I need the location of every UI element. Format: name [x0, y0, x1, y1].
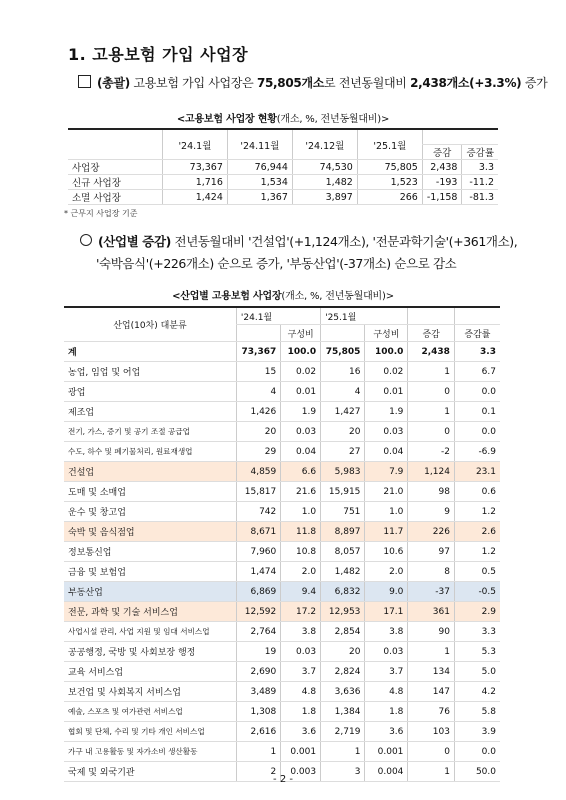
table-cell: 2,719 — [321, 722, 365, 742]
table1-header-cell: 증감률 — [462, 145, 498, 160]
table-cell: 97 — [408, 542, 455, 562]
table-cell: 73,367 — [236, 342, 280, 362]
page-number: - 2 - — [273, 774, 293, 785]
table-cell: 75,805 — [321, 342, 365, 362]
table-cell: 2,764 — [236, 622, 280, 642]
table-cell: 3,636 — [321, 682, 365, 702]
table-cell: 1.8 — [281, 702, 321, 722]
header-24: '24.1월 — [236, 307, 280, 325]
table-cell: 8,897 — [321, 522, 365, 542]
table-cell: 0.02 — [365, 362, 408, 382]
section2-lead: (산업별 증감) — [98, 234, 171, 249]
table1-header-cell: '24.12월 — [292, 129, 357, 160]
table-cell: 1,427 — [321, 402, 365, 422]
table1-header-cell: 증감 — [422, 145, 462, 160]
table-cell: 90 — [408, 622, 455, 642]
table1-caption-bold: <고용보험 사업장 현황 — [176, 114, 277, 125]
row-label: 신규 사업장 — [68, 175, 162, 190]
table-row — [68, 190, 498, 205]
table-row — [64, 602, 500, 622]
table-cell: 11.8 — [281, 522, 321, 542]
industry-label: 부동산업 — [64, 582, 236, 602]
table-cell: 7,960 — [236, 542, 280, 562]
table-cell: 1,367 — [227, 190, 292, 205]
table-cell: 0 — [408, 742, 455, 762]
table-cell: 16 — [321, 362, 365, 382]
industry-label: 금융 및 보험업 — [64, 562, 236, 582]
table-cell: 2.6 — [454, 522, 500, 542]
table1-header-cell: '24.11월 — [227, 129, 292, 160]
table-cell: 100.0 — [365, 342, 408, 362]
table-cell: -2 — [408, 442, 455, 462]
section2-line1 — [80, 232, 517, 250]
table-cell: 2.0 — [365, 562, 408, 582]
table-cell: 17.1 — [365, 602, 408, 622]
table-cell: 1 — [321, 742, 365, 762]
table-cell: 134 — [408, 662, 455, 682]
table-cell: 2,438 — [408, 342, 455, 362]
industry-label: 협회 및 단체, 수리 및 기타 개인 서비스업 — [64, 722, 236, 742]
table-cell: 5.3 — [454, 642, 500, 662]
table-cell: 19 — [236, 642, 280, 662]
table-cell: 0.0 — [454, 382, 500, 402]
table-cell: 8,057 — [321, 542, 365, 562]
header-blank — [408, 307, 455, 325]
table-cell: 3.6 — [281, 722, 321, 742]
table-cell: 3.3 — [454, 342, 500, 362]
summary-text2: 로 전년동월대비 — [324, 76, 407, 90]
table-cell: 3.8 — [281, 622, 321, 642]
table-cell: 4 — [321, 382, 365, 402]
row-label: 사업장 — [68, 160, 162, 175]
table-cell: 5,983 — [321, 462, 365, 482]
table-cell: 3,897 — [292, 190, 357, 205]
table-cell: 27 — [321, 442, 365, 462]
table-cell: 0.6 — [454, 482, 500, 502]
table-cell: 4.8 — [365, 682, 408, 702]
table-cell: 12,953 — [321, 602, 365, 622]
header-diff: 증감 — [408, 325, 455, 342]
table-cell: 0.02 — [281, 362, 321, 382]
industry-label: 운수 및 창고업 — [64, 502, 236, 522]
table-cell: 15,915 — [321, 482, 365, 502]
table-cell: 1,474 — [236, 562, 280, 582]
table1-caption — [0, 110, 566, 125]
table-cell: 0.04 — [281, 442, 321, 462]
table-cell: 0 — [408, 422, 455, 442]
table-row — [64, 482, 500, 502]
table-row — [64, 682, 500, 702]
industry-label: 정보통신업 — [64, 542, 236, 562]
table-cell: 100.0 — [281, 342, 321, 362]
table-cell: 0.003 — [281, 762, 321, 782]
table1-caption-rest: (개소, %, 전년동월대비)> — [276, 114, 390, 125]
table-cell: 2,616 — [236, 722, 280, 742]
table-cell: 0 — [408, 382, 455, 402]
table-cell: 23.1 — [454, 462, 500, 482]
table-row — [64, 582, 500, 602]
table-cell: 2.0 — [281, 562, 321, 582]
header-blank — [281, 307, 321, 325]
table-cell: -1,158 — [422, 190, 462, 205]
table-cell: 3,489 — [236, 682, 280, 702]
industry-label: 보건업 및 사회복지 서비스업 — [64, 682, 236, 702]
table1-note: * 근무지 사업장 기준 — [64, 209, 138, 218]
table-cell: 29 — [236, 442, 280, 462]
table-cell: 1,424 — [162, 190, 227, 205]
workplace-status-table — [68, 128, 498, 205]
section2-text1: 전년동월대비 '건설업'(+1,124개소), '전문과학기술'(+361개소), — [174, 234, 518, 249]
table-cell: 1.9 — [281, 402, 321, 422]
table-cell: 1,384 — [321, 702, 365, 722]
table-cell: 0.03 — [281, 642, 321, 662]
industry-label: 전문, 과학 및 기술 서비스업 — [64, 602, 236, 622]
section2-line2: '숙박음식'(+226개소) 순으로 증가, '부동산업'(-37개소) 순으로 감소 — [96, 256, 457, 271]
table-cell: 2,854 — [321, 622, 365, 642]
table1-header-blank — [422, 129, 498, 145]
summary-text3: 증가 — [524, 76, 548, 90]
table-row — [64, 422, 500, 442]
table-cell: 1,523 — [357, 175, 422, 190]
table2-caption — [0, 287, 566, 302]
table-cell: 0.03 — [365, 422, 408, 442]
table-cell: 0.03 — [365, 642, 408, 662]
table-cell: 1,308 — [236, 702, 280, 722]
table-cell: -81.3 — [462, 190, 498, 205]
table-cell: 0.0 — [454, 422, 500, 442]
table-cell: -11.2 — [462, 175, 498, 190]
table-row — [64, 622, 500, 642]
table-row — [64, 442, 500, 462]
table-cell: 1,534 — [227, 175, 292, 190]
header-blank — [365, 307, 408, 325]
industry-label: 광업 — [64, 382, 236, 402]
table-cell: 20 — [321, 422, 365, 442]
table-cell: 10.8 — [281, 542, 321, 562]
table-cell: 9.4 — [281, 582, 321, 602]
industry-label: 교육 서비스업 — [64, 662, 236, 682]
header-rate: 증감률 — [454, 325, 500, 342]
industry-label: 국제 및 외국기관 — [64, 762, 236, 782]
table-row — [64, 742, 500, 762]
table-row — [64, 502, 500, 522]
table-cell: 15 — [236, 362, 280, 382]
industry-label: 공공행정, 국방 및 사회보장 행정 — [64, 642, 236, 662]
table-cell: 9.0 — [365, 582, 408, 602]
table-cell: 76 — [408, 702, 455, 722]
industry-label: 농업, 임업 및 어업 — [64, 362, 236, 382]
table-cell: 0.03 — [281, 422, 321, 442]
table-cell: 1 — [408, 762, 455, 782]
table-cell: 1 — [408, 362, 455, 382]
summary-value2: 2,438개소(+3.3%) — [410, 76, 522, 90]
table1-header-cell: '24.1월 — [162, 129, 227, 160]
table2-caption-rest: (개소, %, 전년동월대비)> — [281, 291, 394, 302]
table-cell: 20 — [321, 642, 365, 662]
table-cell: 20 — [236, 422, 280, 442]
table-cell: 8 — [408, 562, 455, 582]
table-cell: 15,817 — [236, 482, 280, 502]
table-cell: -193 — [422, 175, 462, 190]
table-cell: 6.6 — [281, 462, 321, 482]
table-cell: 2 — [236, 762, 280, 782]
table-cell: 21.6 — [281, 482, 321, 502]
table-cell: 73,367 — [162, 160, 227, 175]
table-cell: 0.001 — [365, 742, 408, 762]
table-cell: 5.0 — [454, 662, 500, 682]
table-cell: 0.0 — [454, 742, 500, 762]
table-cell: 74,530 — [292, 160, 357, 175]
industry-label: 숙박 및 음식점업 — [64, 522, 236, 542]
table-row — [64, 702, 500, 722]
summary-value1: 75,805개소 — [256, 76, 325, 90]
table-cell: 2,438 — [422, 160, 462, 175]
table-cell: 1,426 — [236, 402, 280, 422]
table-cell: 0.1 — [454, 402, 500, 422]
table-cell: 3 — [321, 762, 365, 782]
table-cell: -6.9 — [454, 442, 500, 462]
table-cell: 266 — [357, 190, 422, 205]
table-cell: 17.2 — [281, 602, 321, 622]
table-cell: 1.2 — [454, 542, 500, 562]
table-cell: 1,482 — [292, 175, 357, 190]
table-cell: 2.9 — [454, 602, 500, 622]
table-cell: 1 — [408, 402, 455, 422]
table-cell: 11.7 — [365, 522, 408, 542]
table-cell: -0.5 — [454, 582, 500, 602]
table-cell: 98 — [408, 482, 455, 502]
table-cell: 7.9 — [365, 462, 408, 482]
header-share: 구성비 — [365, 325, 408, 342]
table-row — [64, 662, 500, 682]
table-cell: 0.01 — [281, 382, 321, 402]
table-cell: 1 — [236, 742, 280, 762]
table-cell: 3.7 — [365, 662, 408, 682]
table-cell: 3.3 — [462, 160, 498, 175]
table-cell: 2,690 — [236, 662, 280, 682]
table-cell: 1,716 — [162, 175, 227, 190]
industry-label: 제조업 — [64, 402, 236, 422]
table1-header-cell: '25.1월 — [357, 129, 422, 160]
table-row — [64, 642, 500, 662]
table-row — [64, 562, 500, 582]
table-cell: 4,859 — [236, 462, 280, 482]
header-share: 구성비 — [281, 325, 321, 342]
table-row — [64, 542, 500, 562]
table-cell: 3.8 — [365, 622, 408, 642]
header-blank — [236, 325, 280, 342]
table2-header-row — [64, 307, 500, 325]
table-cell: 1.8 — [365, 702, 408, 722]
section-title: 1. 고용보험 가입 사업장 — [68, 45, 249, 64]
table-cell: 0.001 — [281, 742, 321, 762]
header-25: '25.1월 — [321, 307, 365, 325]
industry-label: 사업시설 관리, 사업 지원 및 임대 서비스업 — [64, 622, 236, 642]
header-blank — [454, 307, 500, 325]
industry-label: 전기, 가스, 증기 및 공기 조절 공급업 — [64, 422, 236, 442]
checkbox-square-icon — [78, 75, 91, 88]
industry-label: 수도, 하수 및 폐기물처리, 원료재생업 — [64, 442, 236, 462]
industry-label: 계 — [64, 342, 236, 362]
header-blank — [321, 325, 365, 342]
table-cell: 147 — [408, 682, 455, 702]
table-cell: -37 — [408, 582, 455, 602]
table-cell: 103 — [408, 722, 455, 742]
summary-text1: 고용보험 가입 사업장은 — [133, 76, 254, 90]
table-cell: 2,824 — [321, 662, 365, 682]
industry-header: 산업(10차) 대분류 — [64, 307, 236, 342]
table-cell: 0.01 — [365, 382, 408, 402]
table-cell: 1 — [408, 642, 455, 662]
row-label: 소멸 사업장 — [68, 190, 162, 205]
table-cell: 4.2 — [454, 682, 500, 702]
table-row — [64, 522, 500, 542]
industry-label: 예술, 스포츠 및 여가관련 서비스업 — [64, 702, 236, 722]
table-cell: 1.0 — [281, 502, 321, 522]
table-row — [64, 362, 500, 382]
table-cell: 4 — [236, 382, 280, 402]
summary-line — [78, 74, 547, 91]
table-cell: 8,671 — [236, 522, 280, 542]
table-row — [68, 175, 498, 190]
table-cell: 50.0 — [454, 762, 500, 782]
table-cell: 1,124 — [408, 462, 455, 482]
table-cell: 9 — [408, 502, 455, 522]
table-cell: 76,944 — [227, 160, 292, 175]
table-cell: 0.004 — [365, 762, 408, 782]
industry-table — [64, 306, 500, 782]
table-row — [64, 382, 500, 402]
table1-header-row — [68, 129, 498, 145]
table-cell: 1,482 — [321, 562, 365, 582]
table-cell: 0.04 — [365, 442, 408, 462]
table-row — [64, 462, 500, 482]
table-row — [64, 342, 500, 362]
table-cell: 6.7 — [454, 362, 500, 382]
table-cell: 0.5 — [454, 562, 500, 582]
table-cell: 3.3 — [454, 622, 500, 642]
table-cell: 3.9 — [454, 722, 500, 742]
table-row — [64, 402, 500, 422]
table-cell: 12,592 — [236, 602, 280, 622]
table-cell: 1.0 — [365, 502, 408, 522]
table-cell: 5.8 — [454, 702, 500, 722]
table-cell: 10.6 — [365, 542, 408, 562]
industry-label: 가구 내 고용활동 및 자가소비 생산활동 — [64, 742, 236, 762]
table-cell: 1.2 — [454, 502, 500, 522]
table1-header-blank — [68, 129, 162, 160]
table-cell: 6,869 — [236, 582, 280, 602]
table-cell: 4.8 — [281, 682, 321, 702]
table-cell: 6,832 — [321, 582, 365, 602]
table-cell: 3.6 — [365, 722, 408, 742]
summary-lead: (총괄) — [97, 76, 130, 90]
table-row — [68, 160, 498, 175]
circle-bullet-icon — [80, 234, 92, 246]
table-cell: 3.7 — [281, 662, 321, 682]
table-cell: 361 — [408, 602, 455, 622]
industry-label: 도매 및 소매업 — [64, 482, 236, 502]
industry-label: 건설업 — [64, 462, 236, 482]
table-cell: 751 — [321, 502, 365, 522]
table-cell: 75,805 — [357, 160, 422, 175]
table-cell: 21.0 — [365, 482, 408, 502]
table-cell: 742 — [236, 502, 280, 522]
table2-caption-bold: <산업별 고용보험 사업장 — [172, 291, 282, 302]
table-cell: 226 — [408, 522, 455, 542]
table-cell: 1.9 — [365, 402, 408, 422]
table-row — [64, 722, 500, 742]
